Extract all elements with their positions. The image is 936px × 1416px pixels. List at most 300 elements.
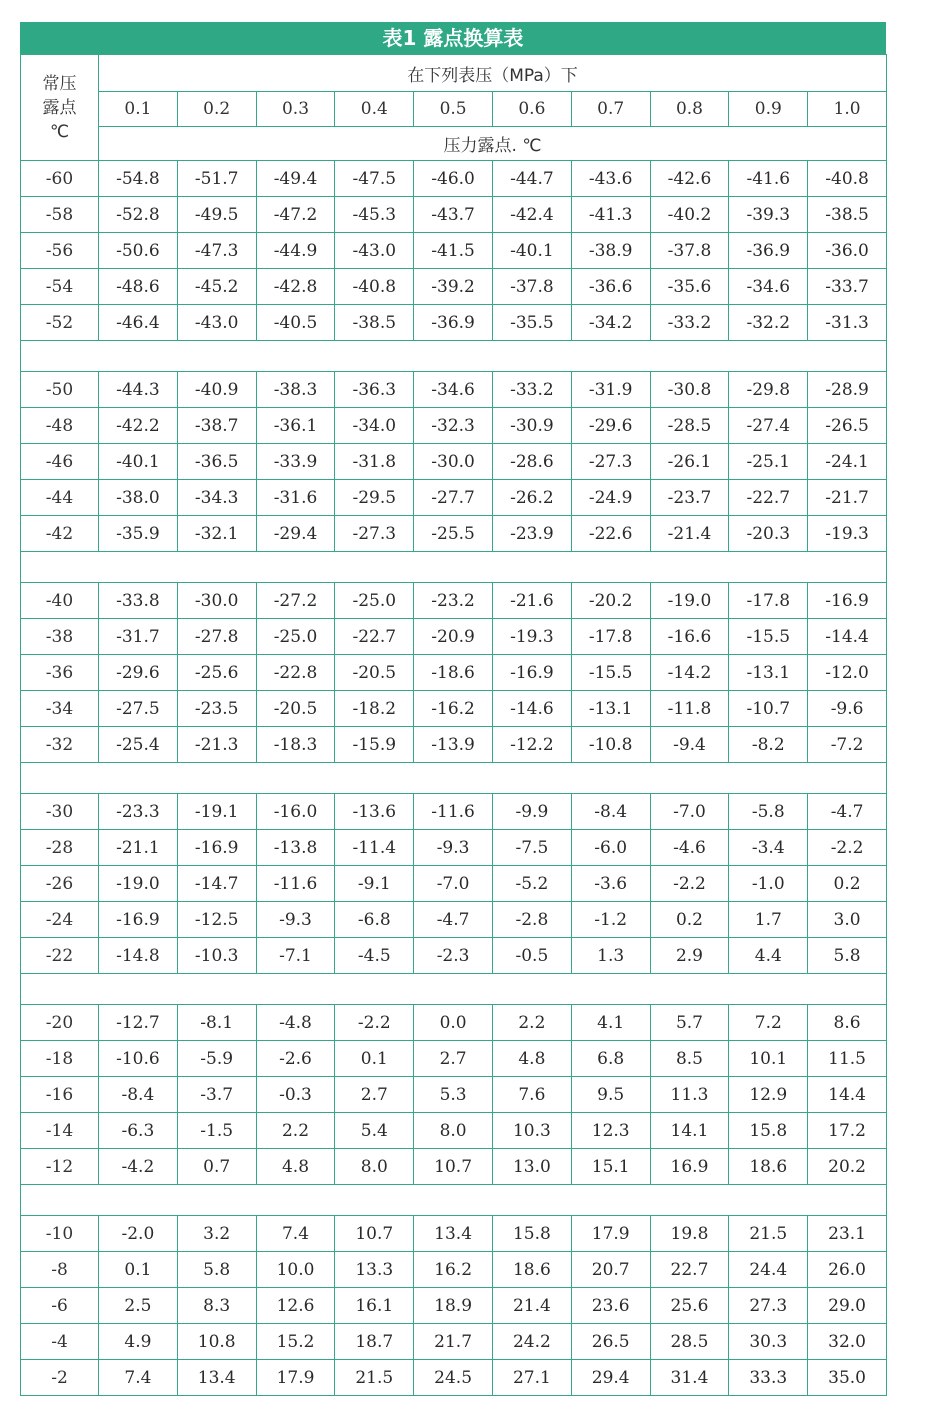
pressure-dew-point-cell: 2.5 (99, 1288, 178, 1324)
pressure-dew-point-cell: -4.8 (256, 1005, 335, 1041)
pressure-dew-point-cell: 0.7 (177, 1149, 256, 1185)
pressure-column-header: 0.5 (414, 92, 493, 127)
atmospheric-dew-point-cell: -34 (21, 691, 99, 727)
pressure-dew-point-cell: -31.6 (256, 480, 335, 516)
table-row (21, 1113, 887, 1149)
pressure-dew-point-cell: 27.3 (729, 1288, 808, 1324)
pressure-dew-point-cell: 13.4 (414, 1216, 493, 1252)
atmospheric-dew-point-cell: -30 (21, 794, 99, 830)
pressure-dew-point-cell: -13.8 (256, 830, 335, 866)
pressure-dew-point-cell: 20.7 (571, 1252, 650, 1288)
pressure-dew-point-cell: -23.3 (99, 794, 178, 830)
table-row (21, 794, 887, 830)
pressure-dew-point-cell: -27.3 (571, 444, 650, 480)
pressure-dew-point-cell: -25.6 (177, 655, 256, 691)
pressure-dew-point-cell: -14.6 (492, 691, 571, 727)
atmospheric-dew-point-cell: -8 (21, 1252, 99, 1288)
pressure-dew-point-cell: -14.2 (650, 655, 729, 691)
pressure-dew-point-cell: -29.6 (571, 408, 650, 444)
pressure-dew-point-cell: -39.2 (414, 269, 493, 305)
pressure-dew-point-cell: -36.6 (571, 269, 650, 305)
pressure-dew-point-cell: 8.5 (650, 1041, 729, 1077)
table-row (21, 727, 887, 763)
pressure-dew-point-cell: -29.8 (729, 372, 808, 408)
pressure-dew-point-cell: -32.3 (414, 408, 493, 444)
pressure-dew-point-cell: -19.3 (492, 619, 571, 655)
pressure-dew-point-cell: -19.1 (177, 794, 256, 830)
pressure-dew-point-cell: -16.9 (808, 583, 887, 619)
pressure-dew-point-cell: -41.6 (729, 161, 808, 197)
pressure-dew-point-cell: 8.6 (808, 1005, 887, 1041)
pressure-dew-point-cell: -11.6 (256, 866, 335, 902)
pressure-dew-point-cell: -36.1 (256, 408, 335, 444)
pressure-dew-point-cell: -19.0 (650, 583, 729, 619)
pressure-dew-point-cell: 8.0 (414, 1113, 493, 1149)
pressure-dew-point-cell: 7.2 (729, 1005, 808, 1041)
atmospheric-dew-point-cell: -20 (21, 1005, 99, 1041)
pressure-column-header: 0.9 (729, 92, 808, 127)
pressure-dew-point-cell: 28.5 (650, 1324, 729, 1360)
group-spacer (21, 1185, 887, 1216)
pressure-dew-point-cell: 10.8 (177, 1324, 256, 1360)
pressure-dew-point-cell: -1.0 (729, 866, 808, 902)
pressure-dew-point-cell: -19.3 (808, 516, 887, 552)
pressure-dew-point-cell: -13.1 (571, 691, 650, 727)
pressure-dew-point-cell: 0.0 (414, 1005, 493, 1041)
pressure-dew-point-cell: -43.0 (177, 305, 256, 341)
atmospheric-dew-point-cell: -14 (21, 1113, 99, 1149)
pressure-dew-point-cell: 15.8 (729, 1113, 808, 1149)
pressure-dew-point-cell: -10.3 (177, 938, 256, 974)
pressure-dew-point-cell: 12.9 (729, 1077, 808, 1113)
table-row (21, 655, 887, 691)
pressure-dew-point-cell: -35.6 (650, 269, 729, 305)
pressure-dew-point-cell: -26.2 (492, 480, 571, 516)
pressure-dew-point-cell: -16.6 (650, 619, 729, 655)
corner-line-1: 常压 (42, 73, 77, 94)
pressure-dew-point-cell: -40.8 (335, 269, 414, 305)
pressure-dew-point-cell: -38.9 (571, 233, 650, 269)
pressure-dew-point-cell: -45.3 (335, 197, 414, 233)
pressure-dew-point-cell: -36.9 (414, 305, 493, 341)
atmospheric-dew-point-cell: -46 (21, 444, 99, 480)
pressure-dew-point-cell: -29.6 (99, 655, 178, 691)
pressure-dew-point-cell: -32.2 (729, 305, 808, 341)
pressure-dew-point-cell: 1.7 (729, 902, 808, 938)
pressure-dew-point-cell: -40.1 (492, 233, 571, 269)
pressure-dew-point-cell: -25.0 (335, 583, 414, 619)
pressure-dew-point-cell: 7.6 (492, 1077, 571, 1113)
pressure-dew-point-cell: -23.9 (492, 516, 571, 552)
table-row (21, 1216, 887, 1252)
pressure-dew-point-cell: -38.5 (335, 305, 414, 341)
pressure-dew-point-cell: -36.5 (177, 444, 256, 480)
pressure-dew-point-cell: -30.0 (177, 583, 256, 619)
gauge-pressure-group-header: 在下列表压（MPa）下 (99, 55, 887, 92)
pressure-column-header: 0.4 (335, 92, 414, 127)
pressure-dew-point-cell: -38.7 (177, 408, 256, 444)
pressure-dew-point-cell: -25.4 (99, 727, 178, 763)
atmospheric-dew-point-cell: -24 (21, 902, 99, 938)
pressure-dew-point-cell: -3.6 (571, 866, 650, 902)
atmospheric-dew-point-cell: -44 (21, 480, 99, 516)
pressure-dew-point-cell: 5.7 (650, 1005, 729, 1041)
pressure-dew-point-cell: -0.3 (256, 1077, 335, 1113)
pressure-dew-point-cell: -20.9 (414, 619, 493, 655)
pressure-dew-point-cell: 5.4 (335, 1113, 414, 1149)
pressure-dew-point-cell: 2.7 (335, 1077, 414, 1113)
pressure-dew-point-cell: -7.5 (492, 830, 571, 866)
pressure-dew-point-cell: -29.5 (335, 480, 414, 516)
pressure-dew-point-cell: -12.5 (177, 902, 256, 938)
atmospheric-dew-point-cell: -32 (21, 727, 99, 763)
pressure-dew-point-cell: 35.0 (808, 1360, 887, 1396)
pressure-dew-point-cell: 18.7 (335, 1324, 414, 1360)
atmospheric-dew-point-cell: -16 (21, 1077, 99, 1113)
pressure-dew-point-cell: -9.3 (414, 830, 493, 866)
pressure-dew-point-cell: -42.8 (256, 269, 335, 305)
table-row (21, 197, 887, 233)
pressure-dew-point-cell: 25.6 (650, 1288, 729, 1324)
table-row (21, 1041, 887, 1077)
pressure-dew-point-cell: -14.8 (99, 938, 178, 974)
pressure-dew-point-cell: -40.5 (256, 305, 335, 341)
table-row (21, 408, 887, 444)
pressure-dew-point-cell: -27.2 (256, 583, 335, 619)
pressure-dew-point-cell: -50.6 (99, 233, 178, 269)
pressure-dew-point-cell: -8.4 (99, 1077, 178, 1113)
table-row (21, 691, 887, 727)
pressure-dew-point-cell: -20.3 (729, 516, 808, 552)
pressure-column-header: 0.1 (99, 92, 178, 127)
pressure-dew-point-cell: 4.1 (571, 1005, 650, 1041)
pressure-dew-point-cell: -22.6 (571, 516, 650, 552)
pressure-dew-point-cell: -2.8 (492, 902, 571, 938)
pressure-dew-point-cell: -21.4 (650, 516, 729, 552)
pressure-dew-point-cell: 12.6 (256, 1288, 335, 1324)
pressure-dew-point-cell: -23.2 (414, 583, 493, 619)
pressure-dew-point-cell: 17.9 (571, 1216, 650, 1252)
atmospheric-dew-point-cell: -6 (21, 1288, 99, 1324)
pressure-dew-point-cell: 18.6 (729, 1149, 808, 1185)
table-row (21, 1005, 887, 1041)
pressure-dew-point-cell: 23.6 (571, 1288, 650, 1324)
pressure-dew-point-cell: -19.0 (99, 866, 178, 902)
pressure-dew-point-cell: 10.1 (729, 1041, 808, 1077)
pressure-dew-point-cell: -40.9 (177, 372, 256, 408)
pressure-dew-point-cell: -22.7 (729, 480, 808, 516)
pressure-dew-point-cell: -2.2 (808, 830, 887, 866)
group-spacer (21, 763, 887, 794)
pressure-dew-point-cell: -42.6 (650, 161, 729, 197)
pressure-dew-point-cell: -21.3 (177, 727, 256, 763)
pressure-dew-point-cell: 32.0 (808, 1324, 887, 1360)
pressure-dew-point-cell: 26.0 (808, 1252, 887, 1288)
pressure-dew-point-cell: 8.3 (177, 1288, 256, 1324)
pressure-column-header: 0.3 (256, 92, 335, 127)
pressure-dew-point-cell: -18.2 (335, 691, 414, 727)
atmospheric-dew-point-cell: -40 (21, 583, 99, 619)
pressure-dew-point-cell: -6.8 (335, 902, 414, 938)
pressure-dew-point-cell: -34.6 (414, 372, 493, 408)
pressure-dew-point-cell: -15.5 (729, 619, 808, 655)
pressure-dew-point-cell: 16.1 (335, 1288, 414, 1324)
table-row (21, 830, 887, 866)
pressure-dew-point-cell: 9.5 (571, 1077, 650, 1113)
pressure-dew-point-cell: -2.2 (335, 1005, 414, 1041)
pressure-dew-point-cell: 3.2 (177, 1216, 256, 1252)
table-row (21, 1149, 887, 1185)
pressure-dew-point-cell: -43.7 (414, 197, 493, 233)
pressure-dew-point-cell: -1.2 (571, 902, 650, 938)
pressure-dew-point-cell: -11.4 (335, 830, 414, 866)
pressure-dew-point-cell: -7.2 (808, 727, 887, 763)
pressure-dew-point-cell: -52.8 (99, 197, 178, 233)
pressure-dew-point-cell: 11.3 (650, 1077, 729, 1113)
pressure-dew-point-cell: 20.2 (808, 1149, 887, 1185)
pressure-dew-point-cell: -3.4 (729, 830, 808, 866)
group-spacer (21, 974, 887, 1005)
pressure-dew-point-cell: 10.7 (414, 1149, 493, 1185)
table-row (21, 619, 887, 655)
pressure-dew-point-cell: -21.7 (808, 480, 887, 516)
pressure-dew-point-cell: 16.2 (414, 1252, 493, 1288)
pressure-dew-point-cell: -9.3 (256, 902, 335, 938)
pressure-dew-point-cell: -28.9 (808, 372, 887, 408)
pressure-dew-point-cell: -16.9 (177, 830, 256, 866)
pressure-dew-point-cell: -49.4 (256, 161, 335, 197)
pressure-dew-point-cell: -32.1 (177, 516, 256, 552)
pressure-dew-point-cell: -12.7 (99, 1005, 178, 1041)
atmospheric-dew-point-cell: -18 (21, 1041, 99, 1077)
pressure-dew-point-cell: -2.2 (650, 866, 729, 902)
pressure-dew-point-cell: -33.8 (99, 583, 178, 619)
pressure-dew-point-cell: 11.5 (808, 1041, 887, 1077)
corner-line-3: ℃ (49, 121, 70, 142)
pressure-dew-point-cell: -43.6 (571, 161, 650, 197)
pressure-dew-point-unit-header: 压力露点. ℃ (99, 127, 887, 161)
pressure-dew-point-cell: -21.6 (492, 583, 571, 619)
pressure-dew-point-cell: -30.9 (492, 408, 571, 444)
atmospheric-dew-point-cell: -2 (21, 1360, 99, 1396)
pressure-dew-point-cell: -20.5 (256, 691, 335, 727)
pressure-dew-point-cell: 15.2 (256, 1324, 335, 1360)
pressure-dew-point-cell: -15.5 (571, 655, 650, 691)
table-row (21, 269, 887, 305)
pressure-dew-point-cell: -33.9 (256, 444, 335, 480)
pressure-dew-point-cell: 0.2 (808, 866, 887, 902)
pressure-dew-point-cell: -33.2 (492, 372, 571, 408)
pressure-dew-point-cell: -21.1 (99, 830, 178, 866)
atmospheric-dew-point-header (21, 55, 99, 161)
pressure-dew-point-cell: -34.2 (571, 305, 650, 341)
table-row (21, 1360, 887, 1396)
pressure-dew-point-cell: -9.4 (650, 727, 729, 763)
atmospheric-dew-point-cell: -22 (21, 938, 99, 974)
dew-point-table (20, 54, 887, 1396)
table-row (21, 902, 887, 938)
pressure-dew-point-cell: -41.5 (414, 233, 493, 269)
pressure-dew-point-cell: 7.4 (256, 1216, 335, 1252)
pressure-dew-point-cell: -41.3 (571, 197, 650, 233)
table-row (21, 516, 887, 552)
pressure-dew-point-cell: 13.3 (335, 1252, 414, 1288)
pressure-dew-point-cell: -13.1 (729, 655, 808, 691)
pressure-dew-point-cell: 17.9 (256, 1360, 335, 1396)
pressure-column-header: 1.0 (808, 92, 887, 127)
pressure-dew-point-cell: -46.4 (99, 305, 178, 341)
pressure-dew-point-cell: 5.8 (808, 938, 887, 974)
pressure-dew-point-cell: 24.4 (729, 1252, 808, 1288)
pressure-dew-point-cell: -34.3 (177, 480, 256, 516)
pressure-dew-point-cell: -2.3 (414, 938, 493, 974)
table-title: 表1 露点换算表 (20, 22, 886, 54)
table-row (21, 1324, 887, 1360)
pressure-dew-point-cell: 21.4 (492, 1288, 571, 1324)
pressure-dew-point-cell: -27.3 (335, 516, 414, 552)
atmospheric-dew-point-cell: -56 (21, 233, 99, 269)
table-row (21, 938, 887, 974)
pressure-dew-point-cell: -17.8 (729, 583, 808, 619)
pressure-dew-point-cell: -28.5 (650, 408, 729, 444)
pressure-dew-point-cell: -29.4 (256, 516, 335, 552)
pressure-dew-point-cell: -31.8 (335, 444, 414, 480)
pressure-dew-point-cell: -16.2 (414, 691, 493, 727)
pressure-dew-point-cell: -28.6 (492, 444, 571, 480)
atmospheric-dew-point-cell: -58 (21, 197, 99, 233)
pressure-dew-point-cell: -18.6 (414, 655, 493, 691)
pressure-dew-point-cell: -3.7 (177, 1077, 256, 1113)
pressure-dew-point-cell: -34.0 (335, 408, 414, 444)
pressure-dew-point-cell: -4.6 (650, 830, 729, 866)
pressure-column-header: 0.7 (571, 92, 650, 127)
pressure-dew-point-cell: 10.7 (335, 1216, 414, 1252)
pressure-dew-point-cell: -40.8 (808, 161, 887, 197)
pressure-dew-point-cell: -30.0 (414, 444, 493, 480)
pressure-dew-point-cell: 0.2 (650, 902, 729, 938)
pressure-dew-point-cell: -14.7 (177, 866, 256, 902)
pressure-dew-point-cell: -4.2 (99, 1149, 178, 1185)
pressure-dew-point-cell: -24.1 (808, 444, 887, 480)
pressure-dew-point-cell: 18.6 (492, 1252, 571, 1288)
pressure-dew-point-cell: -0.5 (492, 938, 571, 974)
atmospheric-dew-point-cell: -50 (21, 372, 99, 408)
pressure-dew-point-cell: -22.7 (335, 619, 414, 655)
corner-line-2: 露点 (42, 97, 77, 118)
pressure-dew-point-cell: -37.8 (650, 233, 729, 269)
atmospheric-dew-point-cell: -4 (21, 1324, 99, 1360)
atmospheric-dew-point-cell: -60 (21, 161, 99, 197)
pressure-dew-point-cell: -40.2 (650, 197, 729, 233)
pressure-dew-point-cell: 31.4 (650, 1360, 729, 1396)
pressure-dew-point-cell: -35.9 (99, 516, 178, 552)
pressure-dew-point-cell: 26.5 (571, 1324, 650, 1360)
pressure-dew-point-cell: 21.5 (729, 1216, 808, 1252)
pressure-dew-point-cell: -9.1 (335, 866, 414, 902)
pressure-dew-point-cell: 10.0 (256, 1252, 335, 1288)
pressure-dew-point-cell: -38.3 (256, 372, 335, 408)
pressure-dew-point-cell: 0.1 (335, 1041, 414, 1077)
pressure-dew-point-cell: -4.7 (414, 902, 493, 938)
pressure-dew-point-cell: -16.0 (256, 794, 335, 830)
pressure-dew-point-cell: -31.7 (99, 619, 178, 655)
pressure-dew-point-cell: 19.8 (650, 1216, 729, 1252)
pressure-dew-point-cell: -36.0 (808, 233, 887, 269)
pressure-dew-point-cell: -15.9 (335, 727, 414, 763)
table-row (21, 1077, 887, 1113)
table-row (21, 1252, 887, 1288)
pressure-dew-point-cell: 5.8 (177, 1252, 256, 1288)
pressure-dew-point-cell: 6.8 (571, 1041, 650, 1077)
atmospheric-dew-point-cell: -36 (21, 655, 99, 691)
pressure-dew-point-cell: 30.3 (729, 1324, 808, 1360)
pressure-dew-point-cell: -11.8 (650, 691, 729, 727)
pressure-dew-point-cell: -49.5 (177, 197, 256, 233)
pressure-dew-point-cell: 5.3 (414, 1077, 493, 1113)
pressure-dew-point-cell: 33.3 (729, 1360, 808, 1396)
atmospheric-dew-point-cell: -12 (21, 1149, 99, 1185)
pressure-dew-point-cell: 8.0 (335, 1149, 414, 1185)
pressure-dew-point-cell: -12.2 (492, 727, 571, 763)
pressure-dew-point-cell: -23.7 (650, 480, 729, 516)
pressure-dew-point-cell: -46.0 (414, 161, 493, 197)
table-row (21, 372, 887, 408)
pressure-dew-point-cell: -10.6 (99, 1041, 178, 1077)
table-row (21, 583, 887, 619)
pressure-dew-point-cell: 21.7 (414, 1324, 493, 1360)
table-row (21, 305, 887, 341)
pressure-dew-point-cell: -36.3 (335, 372, 414, 408)
pressure-dew-point-cell: 0.1 (99, 1252, 178, 1288)
pressure-dew-point-cell: -48.6 (99, 269, 178, 305)
pressure-dew-point-cell: -39.3 (729, 197, 808, 233)
atmospheric-dew-point-cell: -52 (21, 305, 99, 341)
pressure-dew-point-cell: -16.9 (99, 902, 178, 938)
pressure-dew-point-cell: -40.1 (99, 444, 178, 480)
pressure-dew-point-cell: -30.8 (650, 372, 729, 408)
pressure-dew-point-cell: -44.7 (492, 161, 571, 197)
pressure-dew-point-cell: -27.8 (177, 619, 256, 655)
pressure-dew-point-cell: -36.9 (729, 233, 808, 269)
pressure-dew-point-cell: -51.7 (177, 161, 256, 197)
pressure-dew-point-cell: -16.9 (492, 655, 571, 691)
pressure-dew-point-cell: -10.7 (729, 691, 808, 727)
pressure-column-header: 0.2 (177, 92, 256, 127)
pressure-dew-point-cell: -6.3 (99, 1113, 178, 1149)
pressure-dew-point-cell: -7.0 (650, 794, 729, 830)
pressure-dew-point-cell: -26.5 (808, 408, 887, 444)
pressure-dew-point-cell: -23.5 (177, 691, 256, 727)
pressure-dew-point-cell: 17.2 (808, 1113, 887, 1149)
pressure-dew-point-cell: 23.1 (808, 1216, 887, 1252)
pressure-dew-point-cell: 15.8 (492, 1216, 571, 1252)
table-row (21, 480, 887, 516)
atmospheric-dew-point-cell: -10 (21, 1216, 99, 1252)
pressure-dew-point-cell: -42.4 (492, 197, 571, 233)
pressure-dew-point-cell: 22.7 (650, 1252, 729, 1288)
pressure-dew-point-cell: 14.1 (650, 1113, 729, 1149)
pressure-dew-point-cell: 14.4 (808, 1077, 887, 1113)
pressure-dew-point-cell: -25.0 (256, 619, 335, 655)
pressure-dew-point-cell: -25.1 (729, 444, 808, 480)
pressure-dew-point-cell: -34.6 (729, 269, 808, 305)
table-row (21, 233, 887, 269)
pressure-dew-point-cell: -14.4 (808, 619, 887, 655)
atmospheric-dew-point-cell: -38 (21, 619, 99, 655)
pressure-dew-point-cell: 2.9 (650, 938, 729, 974)
pressure-dew-point-cell: 13.0 (492, 1149, 571, 1185)
pressure-dew-point-cell: 21.5 (335, 1360, 414, 1396)
